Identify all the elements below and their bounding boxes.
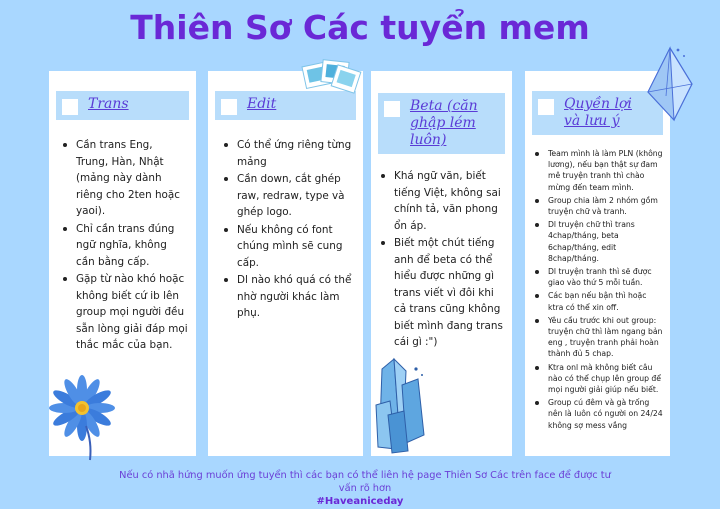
crystal-cluster-icon — [370, 355, 430, 455]
list-item: Các bạn nếu bận thì hoặc ktra có thể xin off. — [535, 290, 664, 312]
list-item: Biết một chút tiếng anh để beta có thể hiểu được những gì trans viết vì đôi khi cả trans cũng không biết mình đang trans cái gì :") — [381, 235, 506, 351]
list-item: Ktra onl mà không biết câu nào có thể chụp lên group để mọi người giải giúp nếu biết. — [535, 362, 664, 396]
list-item: Dl truyện chữ thì trans 4chap/tháng, beta 6chap/tháng, edit 8chap/tháng. — [535, 219, 664, 264]
crystal-icon — [640, 44, 696, 124]
card-list — [381, 168, 506, 352]
list-item: Cần down, cắt ghép raw, redraw, type và ghép logo. — [224, 171, 355, 221]
card-title: Trans — [88, 96, 129, 112]
list-item: Khá ngữ văn, biết tiếng Việt, không sai chính tả, văn phong ổn áp. — [381, 168, 506, 234]
list-item: Nếu không có font chúng mình sẽ cung cấp. — [224, 222, 355, 272]
list-item: Cần trans Eng, Trung, Hàn, Nhật (mảng này dành riêng cho 2ten hoặc yaoi). — [63, 137, 188, 220]
list-item: Team mình là làm PLN (không lương), nếu bạn thật sự đam mê truyện tranh thì chào mừng đến team mình. — [535, 148, 664, 193]
card-list — [63, 137, 188, 355]
checkbox[interactable] — [62, 99, 78, 115]
list-item: Dl truyện tranh thì sẽ được giao vào thứ 5 mỗi tuần. — [535, 266, 664, 288]
list-item: Gặp từ nào khó hoặc không biết cứ ib lên group mọi người đều sẵn lòng giải đáp mọi thắc mắc của bạn. — [63, 271, 188, 354]
card-header — [56, 91, 189, 120]
list-item: Group cú đêm và gà trống nên là luôn có người on 24/24 không sợ mess vắng — [535, 397, 664, 431]
checkbox[interactable] — [221, 99, 237, 115]
photo-cards-icon — [300, 56, 362, 96]
list-item: Dl nào khó quá có thể nhờ người khác làm phụ. — [224, 272, 355, 322]
flower-icon — [46, 372, 124, 462]
list-item: Chỉ cần trans đúng ngữ nghĩa, không cần bằng cấp. — [63, 221, 188, 271]
card-header — [378, 93, 505, 154]
list-item: Yêu cầu trước khi out group: truyện chữ thì làm ngang bản eng , truyện tranh phải hoàn thành đủ 5 chap. — [535, 315, 664, 360]
list-item: Có thể ứng riêng từng mảng — [224, 137, 355, 170]
hashtag: #Haveaniceday — [316, 496, 404, 507]
checkbox[interactable] — [538, 99, 554, 115]
card-title: Beta (căn ghập lém luôn) — [410, 98, 478, 148]
list-item: Group chia làm 2 nhóm gồm truyện chữ và tranh. — [535, 195, 664, 217]
checkbox[interactable] — [384, 101, 400, 117]
card-title: Quyền lợi và lưu ý — [564, 96, 632, 129]
card-list — [224, 137, 355, 323]
footer-note: Nếu có nhã hứng muốn ứng tuyển thì các bạn có thể liên hệ page Thiên Sơ Các trên face để được tư vấn rõ hơn — [119, 470, 611, 494]
card-title: Edit — [247, 96, 277, 112]
card-benefits — [525, 71, 670, 456]
card-edit — [208, 71, 363, 456]
page-title: Thiên Sơ Các tuyển mem — [130, 8, 590, 47]
card-list — [535, 148, 664, 433]
